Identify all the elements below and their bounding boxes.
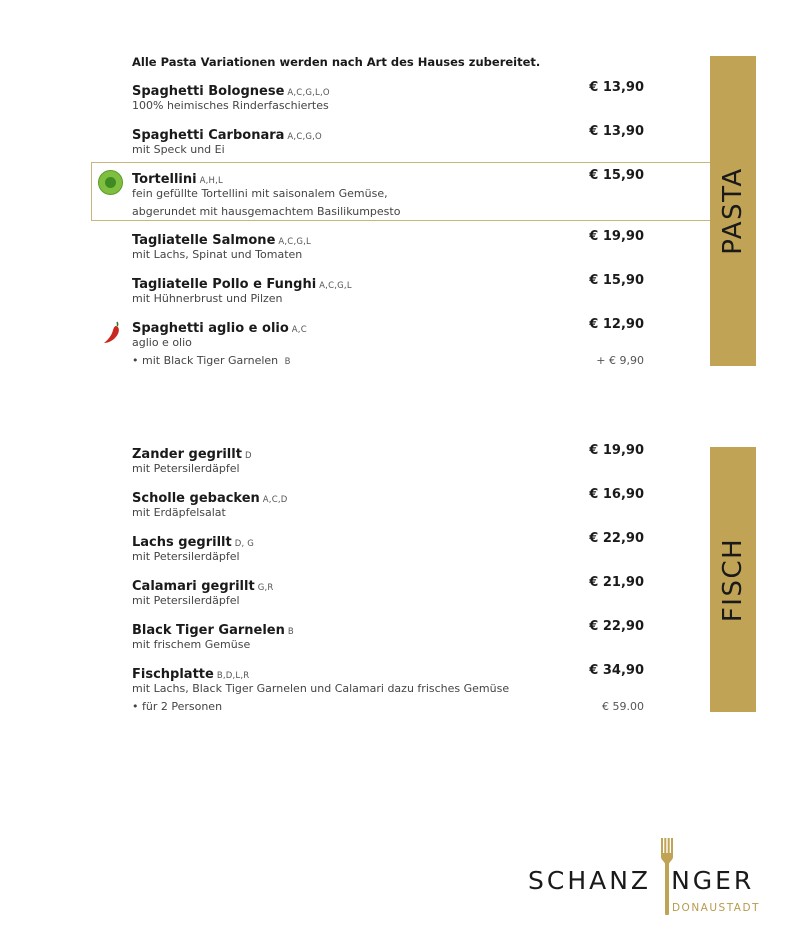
logo-name-part: NGER: [671, 866, 755, 895]
restaurant-logo: [528, 838, 764, 918]
item-price: € 13,90: [589, 80, 644, 95]
fisch-tab: [710, 447, 756, 712]
pasta-tab: [710, 56, 756, 366]
item-price: € 16,90: [589, 487, 644, 502]
vegetarian-icon: [98, 170, 123, 195]
item-price: € 21,90: [589, 575, 644, 590]
extra-text: • mit Black Tiger Garnelen: [132, 353, 279, 367]
menu-item: [132, 168, 644, 220]
item-price: € 15,90: [589, 273, 644, 288]
menu-item: [132, 273, 644, 308]
menu-item: [132, 317, 644, 371]
item-description: mit frischem Gemüse: [132, 638, 251, 651]
item-name: Calamari gegrillt: [132, 579, 255, 594]
extra-text: • für 2 Personen: [132, 699, 223, 713]
item-name: Fischplatte: [132, 667, 214, 682]
menu-item: [132, 80, 644, 115]
menu-item: [132, 443, 644, 478]
item-description: mit Petersilerdäpfel: [132, 594, 240, 607]
item-allergens: D, G: [234, 539, 255, 549]
fisch-tab-label: FISCH: [718, 537, 748, 622]
item-name: Spaghetti Bolognese: [132, 84, 285, 99]
item-allergens: A,H,L: [199, 176, 223, 186]
extra-price: € 59.00: [602, 699, 644, 713]
item-description: mit Hühnerbrust und Pilzen: [132, 292, 283, 305]
intro-note: Alle Pasta Variationen werden nach Art des Hauses zubereitet.: [132, 55, 541, 69]
item-price: € 19,90: [589, 443, 644, 458]
extra-allergens: B: [284, 356, 291, 367]
item-name: Scholle gebacken: [132, 491, 260, 506]
item-description: mit Petersilerdäpfel: [132, 550, 240, 563]
item-price: € 19,90: [589, 229, 644, 244]
item-allergens: A,C,G,L,O: [287, 88, 330, 98]
item-name: Tagliatelle Pollo e Funghi: [132, 277, 317, 292]
item-description: mit Erdäpfelsalat: [132, 506, 226, 519]
item-price: € 22,90: [589, 619, 644, 634]
menu-item: [132, 124, 644, 159]
pasta-tab-label: PASTA: [718, 167, 748, 255]
item-price: € 34,90: [589, 663, 644, 678]
item-allergens: A,C,G,L: [319, 281, 352, 291]
item-name: Lachs gegrillt: [132, 535, 232, 550]
item-allergens: A,C,G,L: [278, 237, 311, 247]
item-description: fein gefüllte Tortellini mit saisonalem Gemüse,: [132, 187, 388, 200]
item-description: mit Speck und Ei: [132, 143, 225, 156]
item-name: Spaghetti Carbonara: [132, 128, 285, 143]
item-name: Black Tiger Garnelen: [132, 623, 285, 638]
menu-item: [132, 487, 644, 522]
item-description: mit Lachs, Spinat und Tomaten: [132, 248, 303, 261]
logo-subtitle: DONAUSTADT: [671, 902, 760, 914]
item-price: € 13,90: [589, 124, 644, 139]
menu-item: [132, 229, 644, 264]
chili-icon: [103, 320, 123, 345]
item-description: mit Lachs, Black Tiger Garnelen und Calamari dazu frisches Gemüse: [132, 682, 510, 695]
item-allergens: A,C,G,O: [287, 132, 322, 142]
item-description: abgerundet mit hausgemachtem Basilikumpesto: [132, 204, 401, 218]
item-allergens: A,C,D: [262, 495, 288, 505]
menu-item: [132, 575, 644, 610]
menu-item: [132, 619, 644, 654]
logo-name: [528, 866, 754, 895]
item-description: 100% heimisches Rinderfaschiertes: [132, 99, 329, 112]
item-allergens: B: [287, 627, 294, 637]
extra-price: + € 9,90: [596, 353, 644, 367]
item-price: € 22,90: [589, 531, 644, 546]
item-name: Tagliatelle Salmone: [132, 233, 276, 248]
item-description: aglio e olio: [132, 336, 192, 349]
menu-item: [132, 531, 644, 566]
logo-name-part: SCHANZ: [528, 866, 652, 895]
item-allergens: B,D,L,R: [216, 671, 250, 681]
menu-item: [132, 663, 644, 715]
item-allergens: G,R: [257, 583, 274, 593]
item-price: € 12,90: [589, 317, 644, 332]
item-allergens: A,C: [291, 325, 307, 335]
item-extra: [132, 698, 644, 716]
item-name: Spaghetti aglio e olio: [132, 321, 289, 336]
item-extra: [132, 352, 644, 372]
item-allergens: D: [244, 451, 252, 461]
item-name: Tortellini: [132, 172, 197, 187]
item-name: Zander gegrillt: [132, 447, 242, 462]
item-description: mit Petersilerdäpfel: [132, 462, 240, 475]
item-price: € 15,90: [589, 168, 644, 183]
